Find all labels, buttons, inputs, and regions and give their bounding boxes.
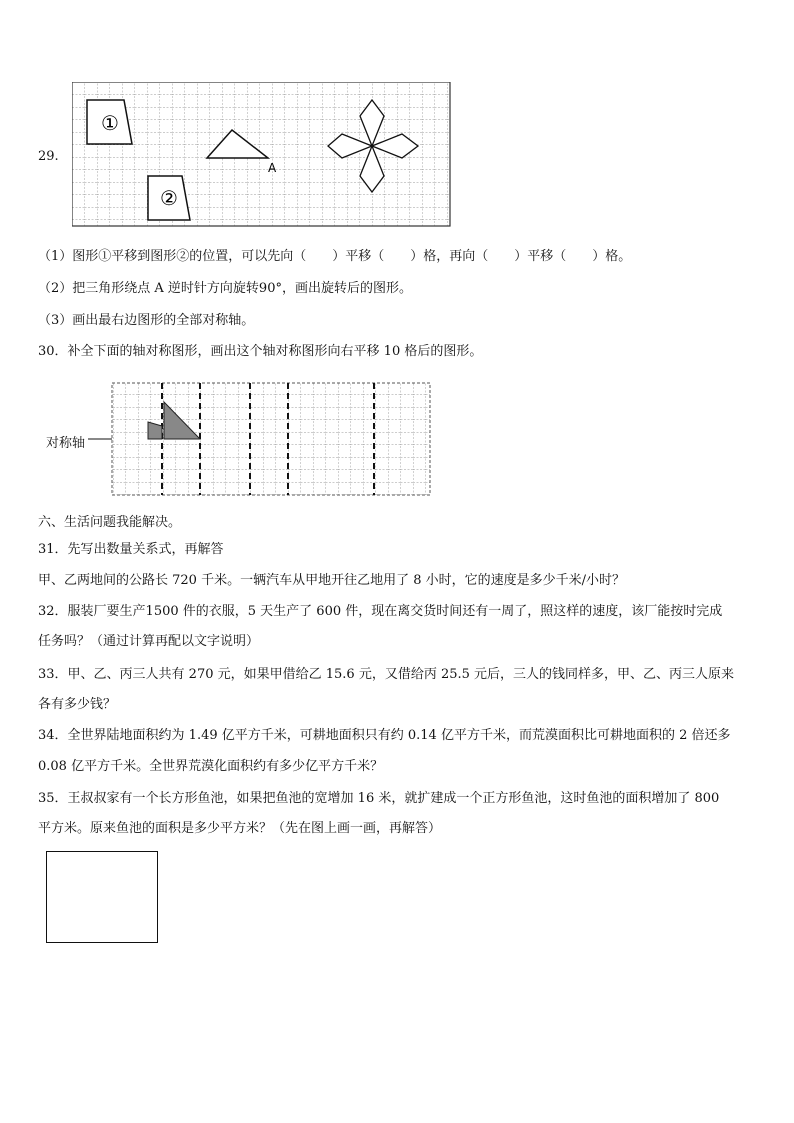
question-32-line-2: 任务吗？（通过计算再配以文字说明）	[38, 634, 260, 649]
question-30-grid-figure	[88, 382, 434, 500]
question-33-line-1: 33．甲、乙、丙三人共有 270 元，如果甲借给乙 15.6 元，又借给丙 25.5 元后，三人的钱同样多，甲、乙、丙三人原来	[38, 667, 735, 682]
question-31-line-2: 甲、乙两地间的公路长 720 千米。一辆汽车从甲地开往乙地用了 8 小时，它的速度是多少千米/小时？	[38, 573, 625, 588]
question-34-line-1: 34．全世界陆地面积约为 1.49 亿平方千米，可耕地面积只有约 0.14 亿平方千米，而荒漠面积比可耕地面积的 2 倍还多	[38, 728, 731, 743]
question-30-text: 30．补全下面的轴对称图形，画出这个轴对称图形向右平移 10 格后的图形。	[38, 344, 483, 359]
question-29-number: 29.	[38, 149, 59, 164]
fish-pond-rectangle	[46, 851, 158, 943]
shape-1-label: ①	[101, 111, 119, 135]
question-29-part-2: （2）把三角形绕点 A 逆时针方向旋转90°，画出旋转后的图形。	[38, 281, 412, 296]
question-34-line-2: 0.08 亿平方千米。全世界荒漠化面积约有多少亿平方千米？	[38, 759, 384, 774]
question-29-part-3: （3）画出最右边图形的全部对称轴。	[38, 313, 255, 328]
question-32-line-1: 32．服装厂要生产1500 件的衣服，5 天生产了 600 件，现在离交货时间还有一周了，照这样的速度，该厂能按时完成	[38, 604, 723, 619]
question-35-line-1: 35．王叔叔家有一个长方形鱼池，如果把鱼池的宽增加 16 米，就扩建成一个正方形鱼池，这时鱼池的面积增加了 800	[38, 791, 720, 806]
section-6-title: 六、生活问题我能解决。	[38, 515, 182, 530]
question-33-line-2: 各有多少钱？	[38, 697, 117, 712]
question-29-part-1: （1）图形①平移到图形②的位置，可以先向（ ）平移（ ）格，再向（ ）平移（ ）格。	[38, 249, 632, 264]
point-a-label: A	[268, 161, 277, 175]
question-31-line-1: 31．先写出数量关系式，再解答	[38, 542, 224, 557]
symmetry-axis-label: 对称轴	[46, 436, 86, 451]
shape-2-label: ②	[160, 186, 178, 210]
question-35-line-2: 平方米。原来鱼池的面积是多少平方米？（先在图上画一画，再解答）	[38, 821, 442, 836]
question-29-grid-figure	[72, 82, 452, 228]
